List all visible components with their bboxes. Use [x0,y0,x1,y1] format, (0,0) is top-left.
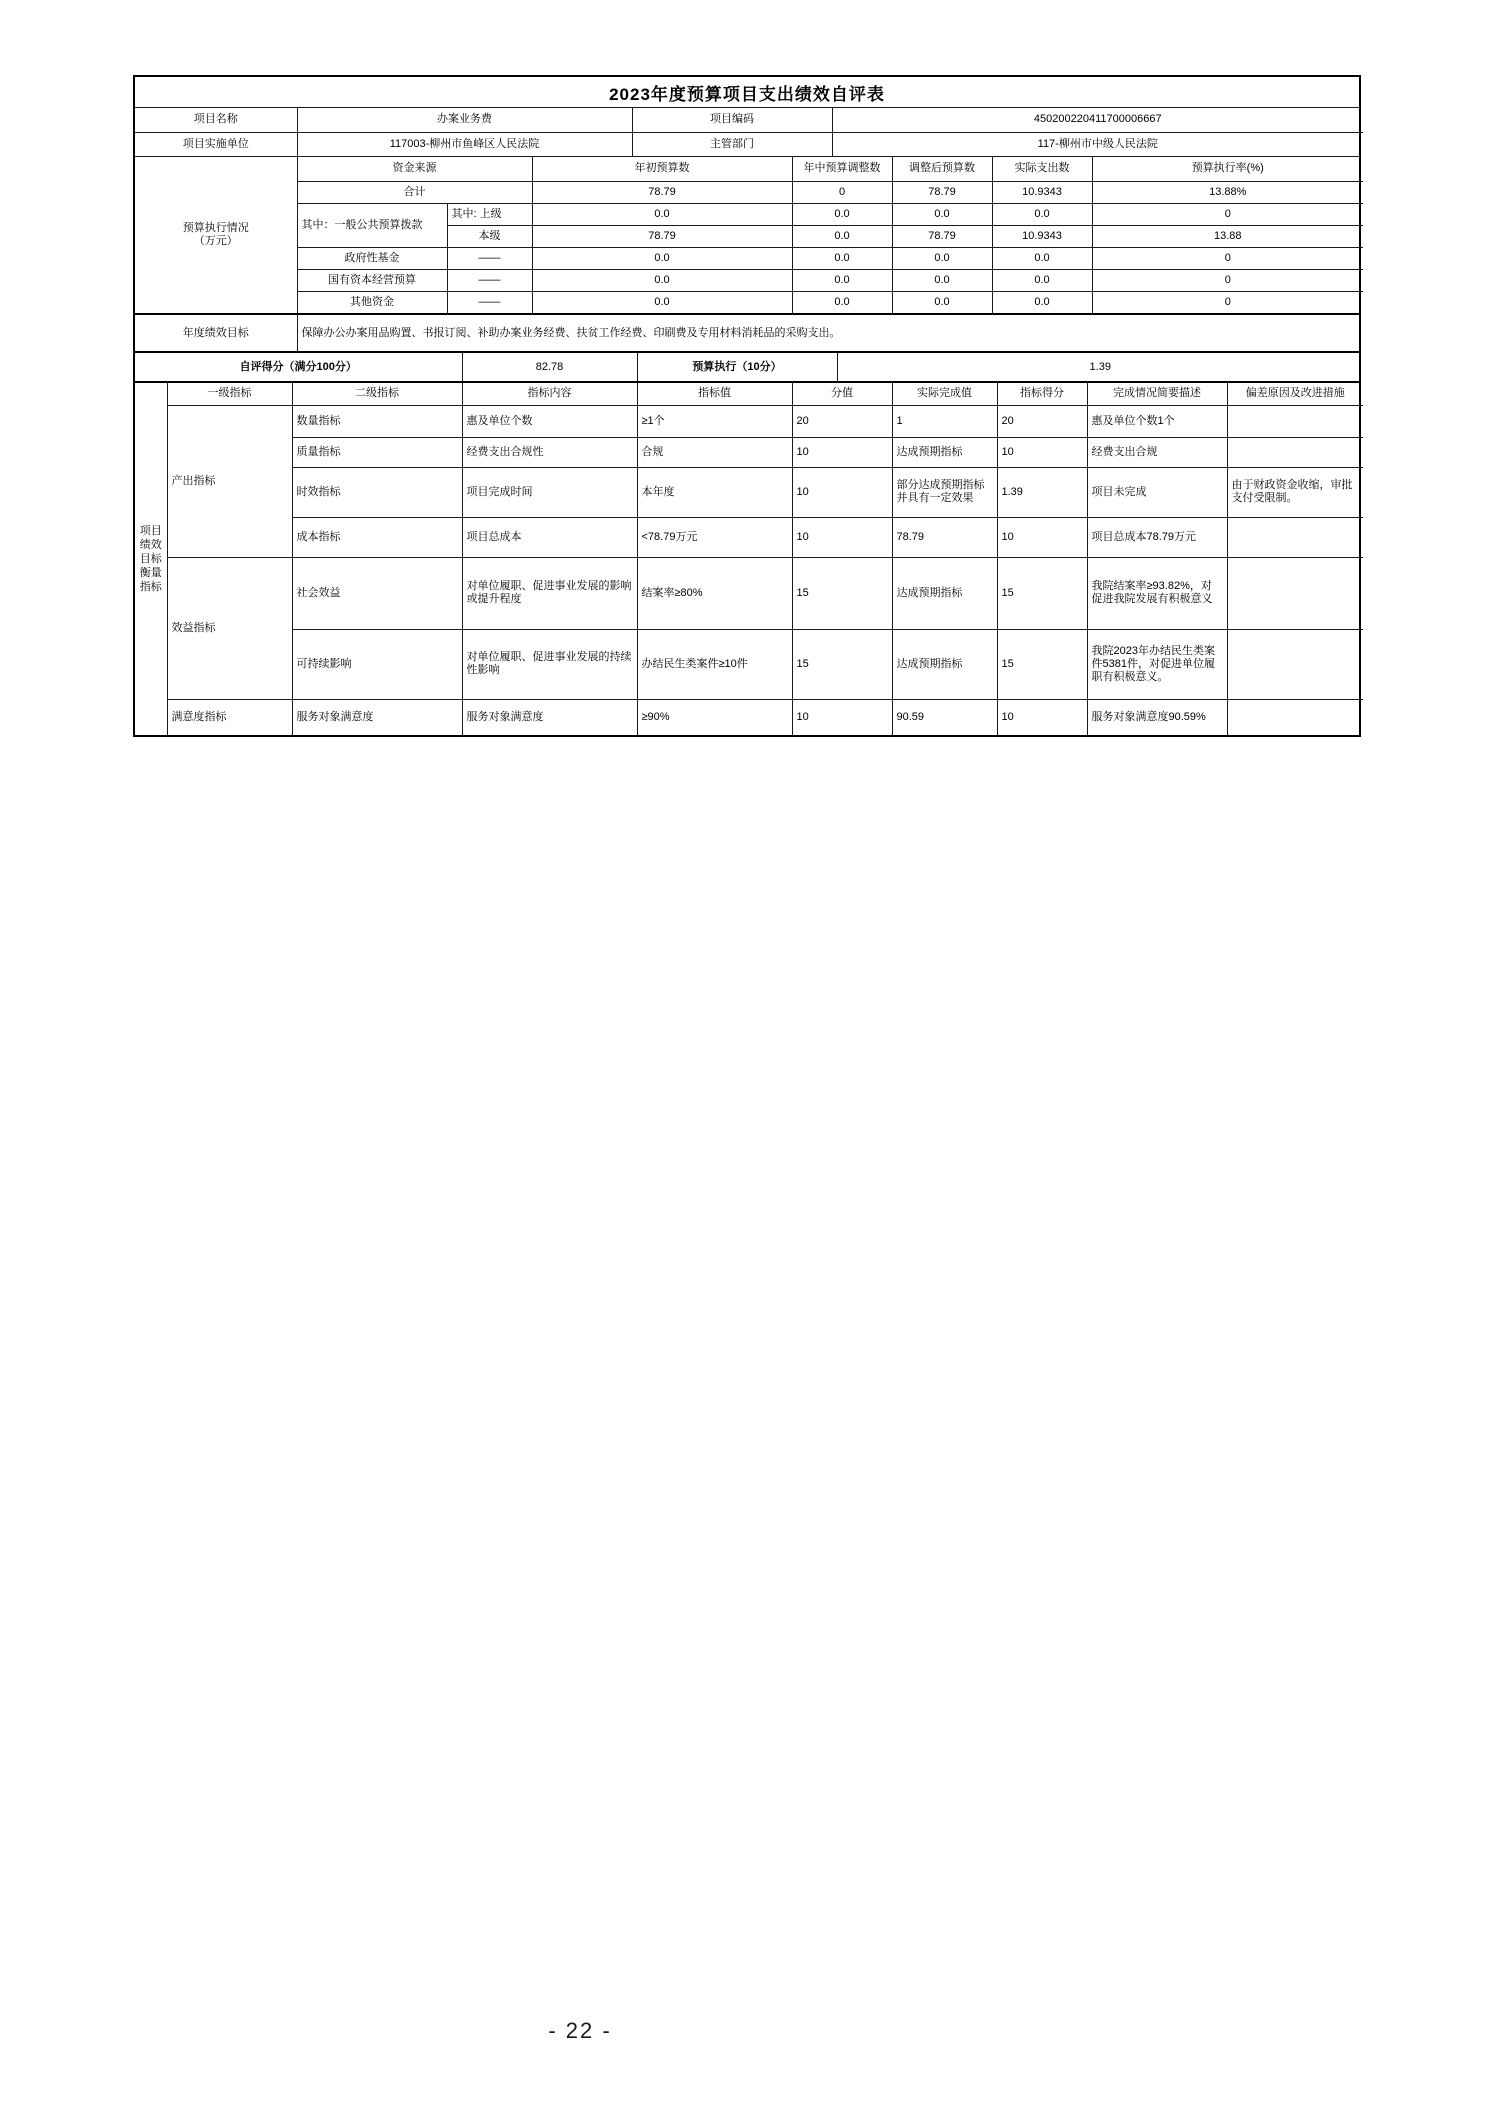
quality-desc: 经费支出合规 [1087,437,1227,467]
quality-content: 经费支出合规性 [462,437,637,467]
satisfaction-deviation [1227,699,1363,735]
cost-score: 10 [792,517,892,557]
project-code-label: 项目编码 [632,108,832,132]
level2-header: 二级指标 [292,383,462,405]
indicator-row-timeliness [135,467,1363,517]
indicators-table [135,383,1363,735]
annual-goal-label: 年度绩效目标 [135,315,297,351]
indicator-row-social-benefit [135,557,1363,629]
upper-mid: 0.0 [792,203,892,225]
social-score: 15 [792,557,892,629]
annual-goal-text: 保障办公办案用品购置、书报订阅、补助办案业务经费、扶贫工作经费、印刷费及专用材料消耗品的采购支出。 [297,315,1363,351]
project-info-table [135,108,1363,156]
page-title: 2023年度预算项目支出绩效自评表 [609,84,885,104]
timeliness-content: 项目完成时间 [462,467,637,517]
gov-fund-dash: —— [447,247,532,269]
quality-deviation [1227,437,1363,467]
budget-section-label-line1: 预算执行情况 [182,222,249,234]
quality-got: 10 [997,437,1087,467]
social-actual: 达成预期指标 [892,557,997,629]
sustain-score: 15 [792,629,892,699]
quality-target: 合规 [637,437,792,467]
supervisor-dept-value: 117-柳州市中级人民法院 [832,132,1363,156]
annual-goal-section [135,313,1359,351]
quantity-score: 20 [792,405,892,437]
score-section [135,351,1359,381]
quality-score: 10 [792,437,892,467]
implementing-unit-value: 117003-柳州市鱼峰区人民法院 [297,132,632,156]
state-adjusted: 0.0 [892,269,992,291]
general-public-budget-label: 其中：一般公共预算拨款 [297,203,447,247]
budget-execution-section [135,156,1359,313]
sustain-deviation [1227,629,1363,699]
timeliness-target: 本年度 [637,467,792,517]
score-table [135,353,1363,381]
satisfaction-desc: 服务对象满意度90.59% [1087,699,1227,735]
satisfaction-l2: 服务对象满意度 [292,699,462,735]
total-initial: 78.79 [532,181,792,203]
state-capital-dash: —— [447,269,532,291]
quantity-actual: 1 [892,405,997,437]
timeliness-actual: 部分达成预期指标并具有一定效果 [892,467,997,517]
indicator-row-quantity [135,405,1363,437]
quantity-got: 20 [997,405,1087,437]
other-mid: 0.0 [792,291,892,313]
project-code-value: 450200220411700006667 [832,108,1363,132]
upper-level-label: 其中: 上级 [447,203,532,225]
upper-actual: 0.0 [992,203,1092,225]
same-actual: 10.9343 [992,225,1092,247]
indicator-row-cost [135,517,1363,557]
mid-adjust-header: 年中预算调整数 [792,157,892,181]
sustain-target: 办结民生类案件≥10件 [637,629,792,699]
other-initial: 0.0 [532,291,792,313]
gov-adjusted: 0.0 [892,247,992,269]
satisfaction-target: ≥90% [637,699,792,735]
self-score-value: 82.78 [462,353,637,381]
gov-initial: 0.0 [532,247,792,269]
same-level-label: 本级 [447,225,532,247]
cost-target: <78.79万元 [637,517,792,557]
cost-actual: 78.79 [892,517,997,557]
project-info-section [135,107,1359,156]
table-row [135,132,1363,156]
budget-upper-level-row [135,203,1363,225]
cost-deviation [1227,517,1363,557]
annual-goal-table [135,315,1363,351]
timeliness-got: 1.39 [997,467,1087,517]
implementing-unit-label: 项目实施单位 [135,132,297,156]
quantity-deviation [1227,405,1363,437]
supervisor-dept-label: 主管部门 [632,132,832,156]
other-adjusted: 0.0 [892,291,992,313]
benefit-indicator-group-label: 效益指标 [167,557,292,699]
budget-execution-table [135,157,1363,313]
cost-l2: 成本指标 [292,517,462,557]
total-mid: 0 [792,181,892,203]
indicator-row-satisfaction [135,699,1363,735]
budget-section-label-line2: （万元） [193,235,238,247]
level1-header: 一级指标 [167,383,292,405]
sustain-got: 15 [997,629,1087,699]
other-funds-label: 其他资金 [297,291,447,313]
indicator-row-quality [135,437,1363,467]
satisfaction-got: 10 [997,699,1087,735]
state-rate: 0 [1092,269,1363,291]
budget-header-row [135,157,1363,181]
budget-section-label [135,157,297,313]
budget-state-capital-row [135,269,1363,291]
quantity-desc: 惠及单位个数1个 [1087,405,1227,437]
gov-rate: 0 [1092,247,1363,269]
target-header: 指标值 [637,383,792,405]
desc-header: 完成情况简要描述 [1087,383,1227,405]
project-name-label: 项目名称 [135,108,297,132]
page-number: - 22 - [548,2018,612,2043]
state-initial: 0.0 [532,269,792,291]
got-score-header: 指标得分 [997,383,1087,405]
state-capital-label: 国有资本经营预算 [297,269,447,291]
self-evaluation-form [133,75,1361,737]
budget-other-funds-row [135,291,1363,313]
timeliness-desc: 项目未完成 [1087,467,1227,517]
timeliness-score: 10 [792,467,892,517]
same-mid: 0.0 [792,225,892,247]
social-desc: 我院结案率≥93.82%，对促进我院发展有积极意义 [1087,557,1227,629]
total-actual: 10.9343 [992,181,1092,203]
cost-got: 10 [997,517,1087,557]
budget-exec-score-value: 1.39 [837,353,1363,381]
social-got: 15 [997,557,1087,629]
satisfaction-indicator-group-label: 满意度指标 [167,699,292,735]
social-target: 结案率≥80% [637,557,792,629]
upper-initial: 0.0 [532,203,792,225]
execution-rate-header: 预算执行率(%) [1092,157,1363,181]
deviation-header: 偏差原因及改进措施 [1227,383,1363,405]
output-indicator-group-label: 产出指标 [167,405,292,557]
gov-actual: 0.0 [992,247,1092,269]
quantity-content: 惠及单位个数 [462,405,637,437]
same-adjusted: 78.79 [892,225,992,247]
cost-content: 项目总成本 [462,517,637,557]
quality-actual: 达成预期指标 [892,437,997,467]
sustain-l2: 可持续影响 [292,629,462,699]
total-label: 合计 [297,181,532,203]
actual-header: 实际完成值 [892,383,997,405]
indicator-row-sustainability [135,629,1363,699]
same-rate: 13.88 [1092,225,1363,247]
same-initial: 78.79 [532,225,792,247]
self-score-label: 自评得分（满分100分） [135,353,462,381]
indicators-header-row [135,383,1363,405]
satisfaction-score: 10 [792,699,892,735]
other-rate: 0 [1092,291,1363,313]
initial-budget-header: 年初预算数 [532,157,792,181]
content-header: 指标内容 [462,383,637,405]
timeliness-l2: 时效指标 [292,467,462,517]
total-adjusted: 78.79 [892,181,992,203]
upper-adjusted: 0.0 [892,203,992,225]
actual-spend-header: 实际支出数 [992,157,1092,181]
quality-l2: 质量指标 [292,437,462,467]
score-row [135,353,1363,381]
adjusted-budget-header: 调整后预算数 [892,157,992,181]
cost-desc: 项目总成本78.79万元 [1087,517,1227,557]
other-actual: 0.0 [992,291,1092,313]
social-content: 对单位履职、促进事业发展的影响或提升程度 [462,557,637,629]
total-rate: 13.88% [1092,181,1363,203]
project-name-value: 办案业务费 [297,108,632,132]
budget-total-row [135,181,1363,203]
social-l2: 社会效益 [292,557,462,629]
gov-mid: 0.0 [792,247,892,269]
budget-exec-score-label: 预算执行（10分） [637,353,837,381]
state-actual: 0.0 [992,269,1092,291]
sustain-actual: 达成预期指标 [892,629,997,699]
gov-fund-label: 政府性基金 [297,247,447,269]
sustain-content: 对单位履职、促进事业发展的持续性影响 [462,629,637,699]
social-deviation [1227,557,1363,629]
budget-gov-fund-row [135,247,1363,269]
quantity-target: ≥1个 [637,405,792,437]
satisfaction-actual: 90.59 [892,699,997,735]
indicators-section [135,381,1359,735]
state-mid: 0.0 [792,269,892,291]
funding-source-header: 资金来源 [297,157,532,181]
quantity-l2: 数量指标 [292,405,462,437]
indicators-side-label: 项目绩效目标衡量指标 [135,383,167,735]
sustain-desc: 我院2023年办结民生类案件5381件，对促进单位履职有积极意义。 [1087,629,1227,699]
score-header: 分值 [792,383,892,405]
other-funds-dash: —— [447,291,532,313]
upper-rate: 0 [1092,203,1363,225]
satisfaction-content: 服务对象满意度 [462,699,637,735]
table-row [135,108,1363,132]
timeliness-deviation: 由于财政资金收缩，审批支付受限制。 [1227,467,1363,517]
annual-goal-row [135,315,1363,351]
